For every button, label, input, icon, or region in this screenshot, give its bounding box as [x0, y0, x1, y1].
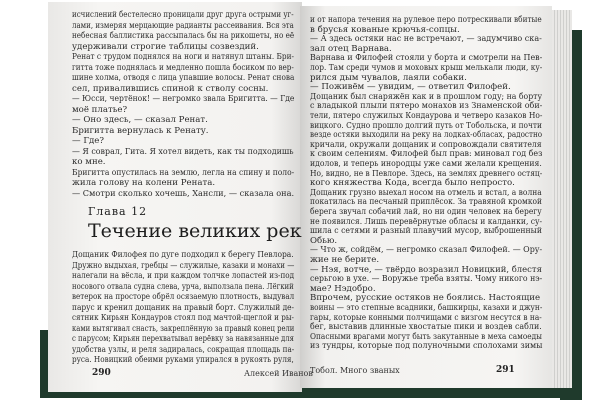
text-line: — А здесь остяки нас не встречают, — задумчиво ска- — [310, 34, 542, 45]
chapter-title: Течение великих рек — [88, 220, 302, 242]
text-line: сятник Кирьян Кондауров стоял под мачтой-щеглой и ры- — [72, 313, 294, 323]
text-line: вицкого. Судно прошло долгий путь от Тобольска, и почти — [310, 120, 543, 131]
text-line: шине холма, отводя с лица упавшие волосы. Ренат снова — [72, 73, 295, 83]
text-line: воины — это степные всадники, башкирцы, казахи и джун- — [310, 303, 543, 313]
text-line: серьгою в ухе. — Воружье треба взяты. Чому никого нэ- — [310, 274, 543, 285]
text-line: ко мне. — [72, 157, 106, 167]
text-line: с парусом; Кирьян перехватывал верёвку за навязанные для — [72, 334, 294, 344]
text-line: идолов, и теперь инородцы уже сами желали крещения. — [310, 159, 542, 169]
text-line: удобства узлы, и реля задиралась, сокращая площадь па- — [72, 344, 295, 355]
text-line: небесная баллистика рассыпалась бы на рикошеты, но её — [72, 31, 295, 41]
text-line: парус и кренил дощаник на правый борт. Служилый де- — [72, 302, 295, 313]
text-line: гары, которые конными полчищами с визгом несутся в на- — [310, 312, 542, 323]
running-head-left: Алексей Иванов — [244, 369, 313, 378]
text-line: — Юсси, чертёнок! — негромко звала Бригитта. — Где — [72, 94, 295, 104]
text-line: — Оно здесь, — сказал Ренат. — [72, 115, 208, 125]
text-line: мае? Нэдобро. — [310, 283, 376, 294]
text-line: Впрочем, русские остяков не боялись. Настоящие — [310, 293, 541, 304]
text-line: зал отец Варнава. — [310, 43, 392, 54]
page-number-right: 291 — [496, 365, 515, 375]
chapter-label: Глава 12 — [88, 205, 148, 218]
text-line: — Где? — [72, 136, 104, 146]
text-line: и от напора течения на рулевое перо потрескивали вбитые — [310, 15, 542, 25]
text-line: — Нэя, вотче, — твёрдо возразил Новицкий, блестя — [310, 264, 542, 275]
text-line: — Поживём — увидим, — ответил Филофей. — [310, 82, 511, 93]
text-line: — Смотри сколько хочешь, Хансли, — сказала она. — [72, 188, 295, 199]
text-line: гитта тоже поднялась и медленно пошла босиком по вер- — [72, 62, 294, 73]
text-line: тели, пятеро служилых Кондаурова и четверо казаков Но- — [310, 111, 543, 121]
text-line: моё платье? — [72, 104, 128, 115]
text-line: налегали на вёсла, и при каждом толчке лопастей из-под — [72, 271, 295, 281]
text-line: Опасными врагами могут быть закутанные в меха самоеды — [310, 331, 543, 342]
text-line: — Я соврал, Гита. Я хотел видеть, как ты подходишь — [72, 146, 294, 157]
text-line: шила с сетями и разный плавучий мусор, выброшенный — [310, 226, 542, 237]
page-number-left: 290 — [92, 368, 111, 378]
text-line: — Что ж, сойдём, — негромко сказал Филофей. — Ору- — [310, 245, 543, 256]
text-line: Бригитта опустилась на землю, легла на спину и поло- — [72, 167, 295, 178]
text-line: из тундры, которые под полуночными сполохами зимы — [310, 341, 543, 352]
text-line: носового отвала судна слева, урча, выползала пена. Лёгкий — [72, 281, 294, 292]
text-line: Дощаник грузно выехал носом на отмель и встал, а волна — [310, 187, 542, 198]
text-line: ветерок на просторе обрёл осязаемую плотность, выдувал — [72, 292, 295, 302]
text-line: Варнава и Филофей стояли у борта и смотрели на Пев- — [310, 53, 543, 64]
running-head-right: Тобол. Много званых — [310, 366, 400, 375]
text-line: бег, выставив длинные хвостатые пики и воздев сабли. — [310, 322, 542, 333]
text-line: лами, измеряя мерцающие радианты рассеивания. Вся эта — [72, 20, 294, 31]
text-line: в брусья кованые крючья-сопцы. — [310, 24, 460, 35]
text-line: к своим селениям. Филофей был прав: миновал год без — [310, 149, 543, 160]
text-line: жие не берите. — [310, 255, 380, 265]
text-line: Дощаник был снаряжён как и в прошлом году; на борту — [310, 91, 543, 102]
text-line: удерживали строгие таблицы созвездий. — [72, 41, 259, 52]
text-line: руса. Новицкий обеими руками упирался в рукоять руля, — [72, 355, 294, 365]
text-line: Дощаник Филофея по дуге подходил к берегу Певлора. — [72, 250, 294, 260]
text-line: лор. Там среди чумов и моховых крыш мелькали люди, ку- — [310, 63, 543, 73]
text-line: жила голову на колени Рената. — [72, 178, 216, 188]
text-line: Обью. — [310, 235, 338, 246]
text-line: рился дым чувалов, лаяли собаки. — [310, 72, 467, 83]
text-line: Бригитта вернулась к Ренату. — [72, 125, 209, 136]
text-line: сел, привалившись спиной к стволу сосны. — [72, 83, 269, 94]
text-line: с владыкой плыли пятеро монахов из Знаменской оби- — [310, 101, 543, 112]
text-line: кого княжества Кода, всегда было непросто. — [310, 178, 515, 189]
text-line: не появился. Лишь перевёрнутые обласы и калданки, су- — [310, 216, 543, 227]
text-line: берега звучал собачий лай, но ни один человек на берегу — [310, 207, 542, 217]
text-line: везде остяки выходили на реку на лодках-обласах, радостно — [310, 130, 543, 141]
text-line: покатилась на песчаный приплёсок. За травяной кромкой — [310, 197, 542, 208]
page-edges — [552, 10, 572, 388]
text-line: Дружно выдыхая, гребцы — служилые, казаки и монахи — — [72, 260, 295, 271]
text-line: кричали, окружали дощаник и сопровождали святителя — [310, 139, 542, 150]
text-line: исчислений бестелесно проницали друг друга острыми уг- — [72, 10, 294, 20]
text-line: Ренат с трудом поднялся на ноги и натянул штаны. Бри- — [72, 52, 294, 62]
text-line: ками вытягивал снасть, закреплённую за правый конец рели — [72, 323, 295, 334]
text-line: Но, видно, не в Певлоре. Здесь, на землях древнего остяц- — [310, 168, 543, 179]
